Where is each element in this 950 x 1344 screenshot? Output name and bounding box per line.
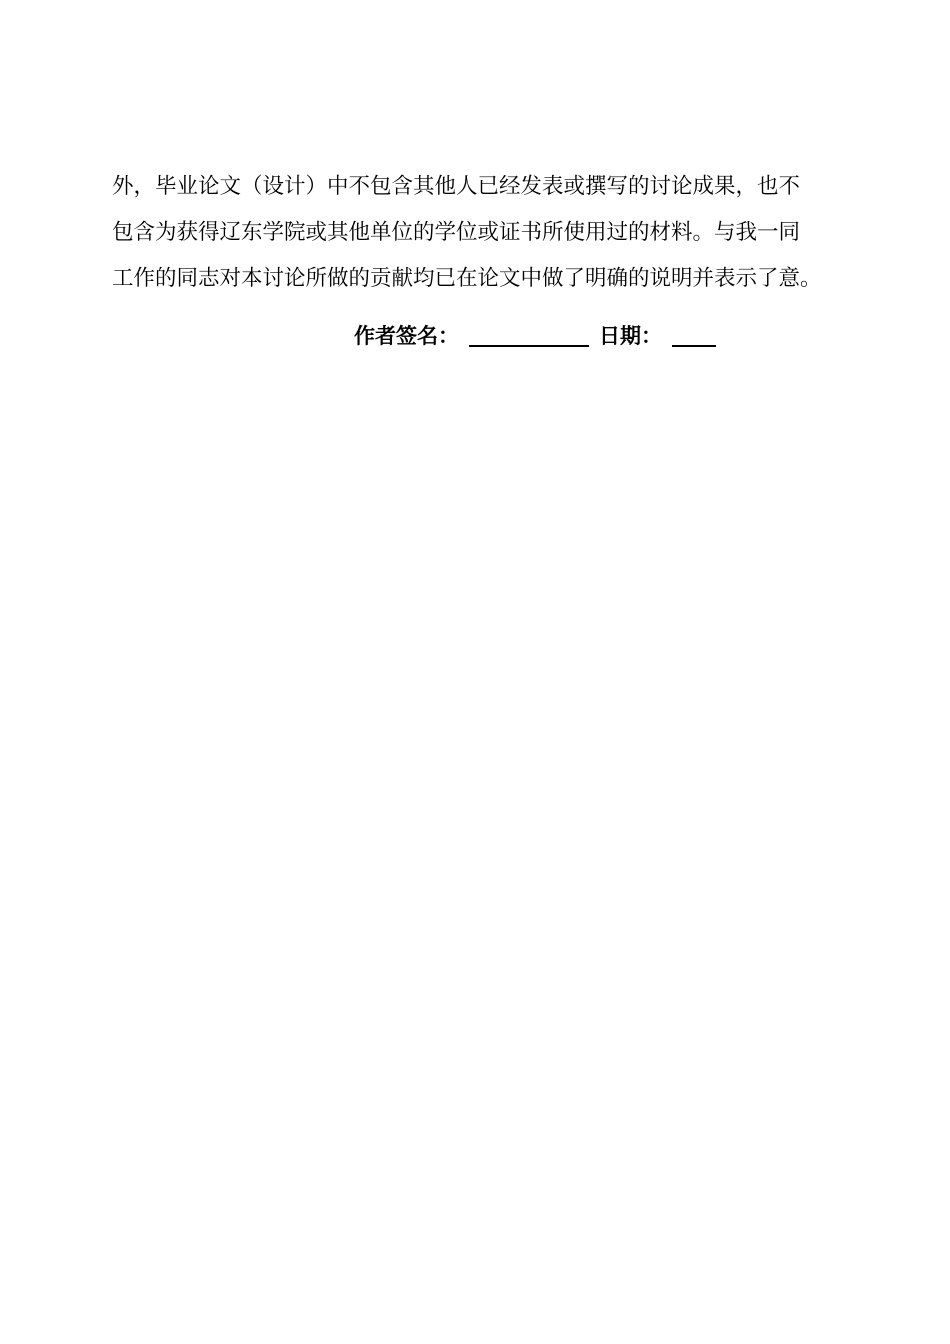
author-signature-label: 作者签名： [354, 324, 459, 348]
paragraph-line-2: 包含为获得辽东学院或其他单位的学位或证书所使用过的材料。与我一同 [112, 220, 801, 245]
paragraph-line-1: 外，毕业论文（设计）中不包含其他人已经发表或撰写的讨论成果，也不 [112, 174, 801, 199]
declaration-paragraph [112, 168, 842, 306]
paragraph-line-3: 工作的同志对本讨论所做的贡献均已在论文中做了明确的说明并表示了意。 [112, 266, 822, 291]
author-signature-blank [469, 318, 589, 347]
date-label: 日期： [599, 324, 662, 348]
date-blank [672, 318, 716, 347]
signature-row [354, 318, 716, 354]
